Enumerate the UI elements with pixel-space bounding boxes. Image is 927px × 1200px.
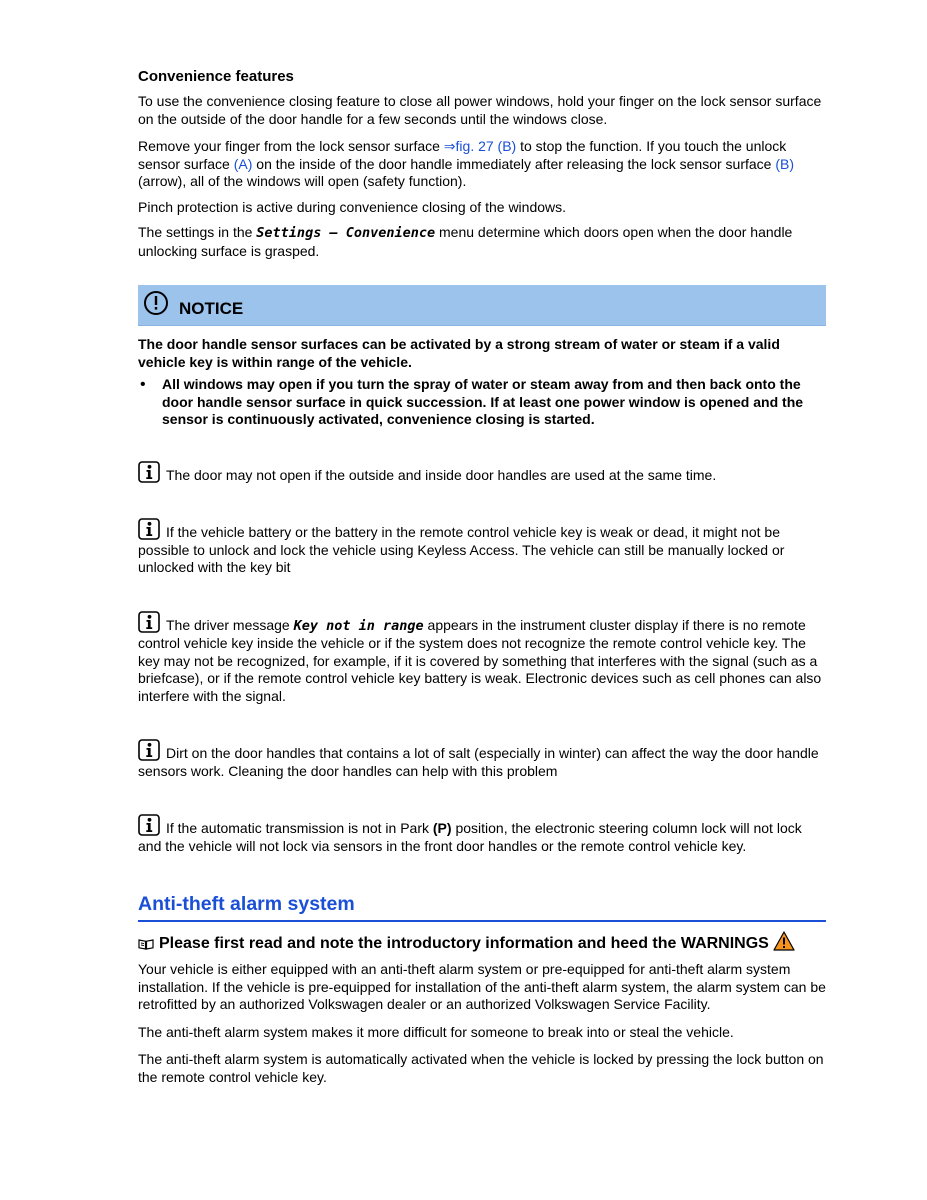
- text-run: The settings in the: [138, 224, 257, 240]
- reference-b-link[interactable]: (B): [775, 155, 795, 172]
- section-heading-convenience: Convenience features: [138, 68, 294, 85]
- note-door-handles: [138, 461, 826, 485]
- paragraph-remove-finger: [138, 138, 826, 191]
- info-icon: [138, 739, 160, 761]
- text-run: (arrow), all of the windows will open (safety function).: [138, 173, 467, 189]
- notice-intro: The door handle sensor surfaces can be activated by a strong stream of water or steam if a valid vehicle key is within range of the vehicle.: [138, 336, 780, 370]
- text-run: Remove your finger from the lock sensor surface: [138, 138, 444, 154]
- park-label: (P): [432, 820, 452, 836]
- note-text: If the vehicle battery or the battery in the remote control vehicle key is weak or dead, it might not be possible to unlock and lock the vehicle using Keyless Access. The vehicle can still be manually locked or unlocked with the key bit: [138, 524, 785, 575]
- section-title-anti-theft: Anti-theft alarm system: [138, 893, 826, 922]
- note-text: The driver message: [166, 616, 294, 633]
- note-battery: [138, 518, 826, 577]
- reference-a-link[interactable]: (A): [233, 155, 253, 172]
- paragraph-alarm-activated: The anti-theft alarm system is automatically activated when the vehicle is locked by pressing the lock button on the remote control vehicle key.: [138, 1051, 824, 1085]
- paragraph-alarm-equipped: Your vehicle is either equipped with an anti-theft alarm system or pre-equipped for anti-theft alarm system installation. If the vehicle is pre-equipped for installation of the anti-theft alarm system, the alarm system can be retrofitted by an authorized Volkswagen dealer or an authorized Volkswagen Service Facility.: [138, 961, 826, 1012]
- paragraph-convenience-closing: To use the convenience closing feature to close all power windows, hold your finger on the lock sensor surface on the outside of the door handle for a few seconds until the windows close.: [138, 93, 822, 127]
- exclamation-circle-icon: [143, 290, 169, 316]
- driver-message: Key not in range: [293, 617, 424, 634]
- figure-link[interactable]: ⇒fig. 27 (B): [443, 138, 517, 154]
- paragraph-alarm-difficult: The anti-theft alarm system makes it more difficult for someone to break into or steal the vehicle.: [138, 1023, 734, 1040]
- warning-triangle-icon: [773, 931, 795, 951]
- note-key-not-in-range: [138, 611, 826, 706]
- text-run: on the inside of the door handle immediately after releasing the lock sensor surface: [252, 155, 776, 172]
- manual-page: [138, 68, 826, 1094]
- info-icon: [138, 518, 160, 540]
- notice-bullet: [138, 376, 826, 429]
- note-text: Dirt on the door handles that contains a lot of salt (especially in winter) can affect the way the door handle sensors work. Cleaning the door handles can help with this problem: [138, 745, 819, 779]
- note-salt-dirt: [138, 739, 826, 780]
- note-text: appears in the instrument cluster display if there is no remote control vehicle key inside the vehicle or if the system does not recognize the remote control vehicle key. The key may not be recognized, for example, if it is covered by something that interferes with the signal (such as a briefcase), or if the remote control vehicle key battery is weak. Electronic devices such as cell phones can also interfere with the signal.: [138, 616, 822, 704]
- bullet-dot: •: [140, 376, 146, 393]
- note-text: position, the electronic steering column lock will not lock and the vehicle will not lock via sensors in the front door handles or the remote control vehicle key.: [138, 820, 802, 854]
- text-run: menu determine which doors open when the door handle unlocking surface is grasped.: [138, 224, 793, 259]
- note-text: If the automatic transmission is not in Park: [166, 820, 433, 836]
- notice-bullet-text: All windows may open if you turn the spray of water or steam away from and then back onto the door handle sensor surface in quick succession. If at least one power window is opened and the sensor is continuously activated, convenience closing is started.: [162, 376, 804, 427]
- menu-name: Settings – Convenience: [256, 225, 436, 241]
- note-text: The door may not open if the outside and inside door handles are used at the same time.: [166, 466, 717, 483]
- info-icon: [138, 611, 160, 633]
- intro-text: Please first read and note the introductory information and heed the WARNINGS: [159, 935, 769, 952]
- notice-title: NOTICE: [179, 299, 244, 318]
- info-icon: [138, 814, 160, 836]
- notice-header: [138, 285, 826, 326]
- intro-read-warnings[interactable]: [138, 935, 826, 953]
- info-icon: [138, 461, 160, 483]
- notice-body: [138, 336, 826, 429]
- paragraph-pinch-protection: Pinch protection is active during convenience closing of the windows.: [138, 198, 567, 215]
- book-icon: [138, 938, 154, 950]
- text-run: to stop the function. If you touch the unlock sensor surface: [138, 138, 787, 172]
- note-park-position: [138, 814, 826, 855]
- paragraph-settings-menu: [138, 224, 826, 260]
